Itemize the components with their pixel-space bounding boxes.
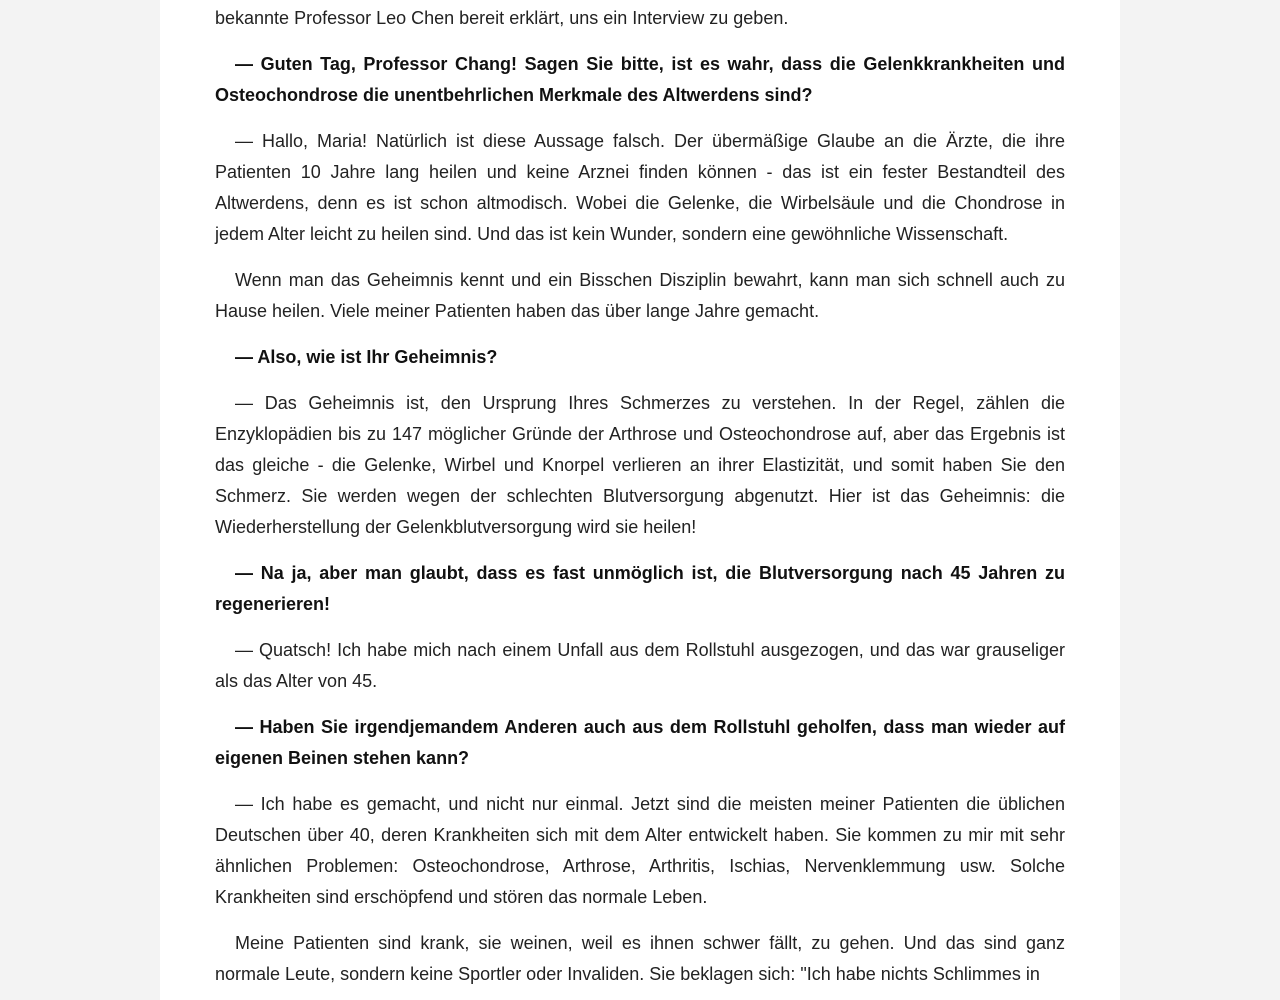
article-paragraph: Wenn man das Geheimnis kennt und ein Bisschen Disziplin bewahrt, kann man sich schnell auch zu Hause heilen. Viele meiner Patienten haben das über lange Jahre gemacht. [215,270,1065,321]
article-paragraph-intro: bekannte Professor Leo Chen bereit erklärt, uns ein Interview zu geben. [215,8,789,28]
interview-question: — Na ja, aber man glaubt, dass es fast unmöglich ist, die Blutversorgung nach 45 Jahren zu regenerieren! [215,563,1065,614]
interview-question: — Also, wie ist Ihr Geheimnis? [235,347,498,367]
article-page [160,0,1120,1000]
interview-answer: — Quatsch! Ich habe mich nach einem Unfall aus dem Rollstuhl ausgezogen, und das war grauseliger als das Alter von 45. [215,640,1065,691]
interview-question: — Guten Tag, Professor Chang! Sagen Sie bitte, ist es wahr, dass die Gelenkkrankheiten und Osteochondrose die unentbehrlichen Merkmale des Altwerdens sind? [215,54,1065,105]
article-paragraph: Meine Patienten sind krank, sie weinen, weil es ihnen schwer fällt, zu gehen. Und das sind ganz normale Leute, sondern keine Sportler oder Invaliden. Sie beklagen sich: "Ich habe nichts Schlimmes in [215,933,1065,984]
interview-answer: — Ich habe es gemacht, und nicht nur einmal. Jetzt sind die meisten meiner Patienten die üblichen Deutschen über 40, deren Krankheiten sich mit dem Alter entwickelt haben. Sie kommen zu mir mit sehr ähnlichen Problemen: Osteochondrose, Arthrose, Arthritis, Ischias, Nervenklemmung usw. Solche Krankheiten sind erschöpfend und stören das normale Leben. [215,794,1065,907]
interview-answer: — Das Geheimnis ist, den Ursprung Ihres Schmerzes zu verstehen. In der Regel, zählen die Enzyklopädien bis zu 147 möglicher Gründe der Arthrose und Osteochondrose auf, aber das Ergebnis ist das gleiche - die Gelenke, Wirbel und Knorpel verlieren an ihrer Elastizität, und somit haben Sie den Schmerz. Sie werden wegen der schlechten Blutversorgung abgenutzt. Hier ist das Geheimnis: die Wiederherstellung der Gelenkblutversorgung wird sie heilen! [215,393,1065,537]
article-body [215,0,1065,1000]
interview-question: — Haben Sie irgendjemandem Anderen auch aus dem Rollstuhl geholfen, dass man wieder auf eigenen Beinen stehen kann? [215,717,1065,768]
interview-answer: — Hallo, Maria! Natürlich ist diese Aussage falsch. Der übermäßige Glaube an die Ärzte, die ihre Patienten 10 Jahre lang heilen und keine Arznei finden können - das ist ein fester Bestandteil des Altwerdens, denn es ist schon altmodisch. Wobei die Gelenke, die Wirbelsäule und die Chondrose in jedem Alter leicht zu heilen sind. Und das ist kein Wunder, sondern eine gewöhnliche Wissenschaft. [215,131,1065,244]
